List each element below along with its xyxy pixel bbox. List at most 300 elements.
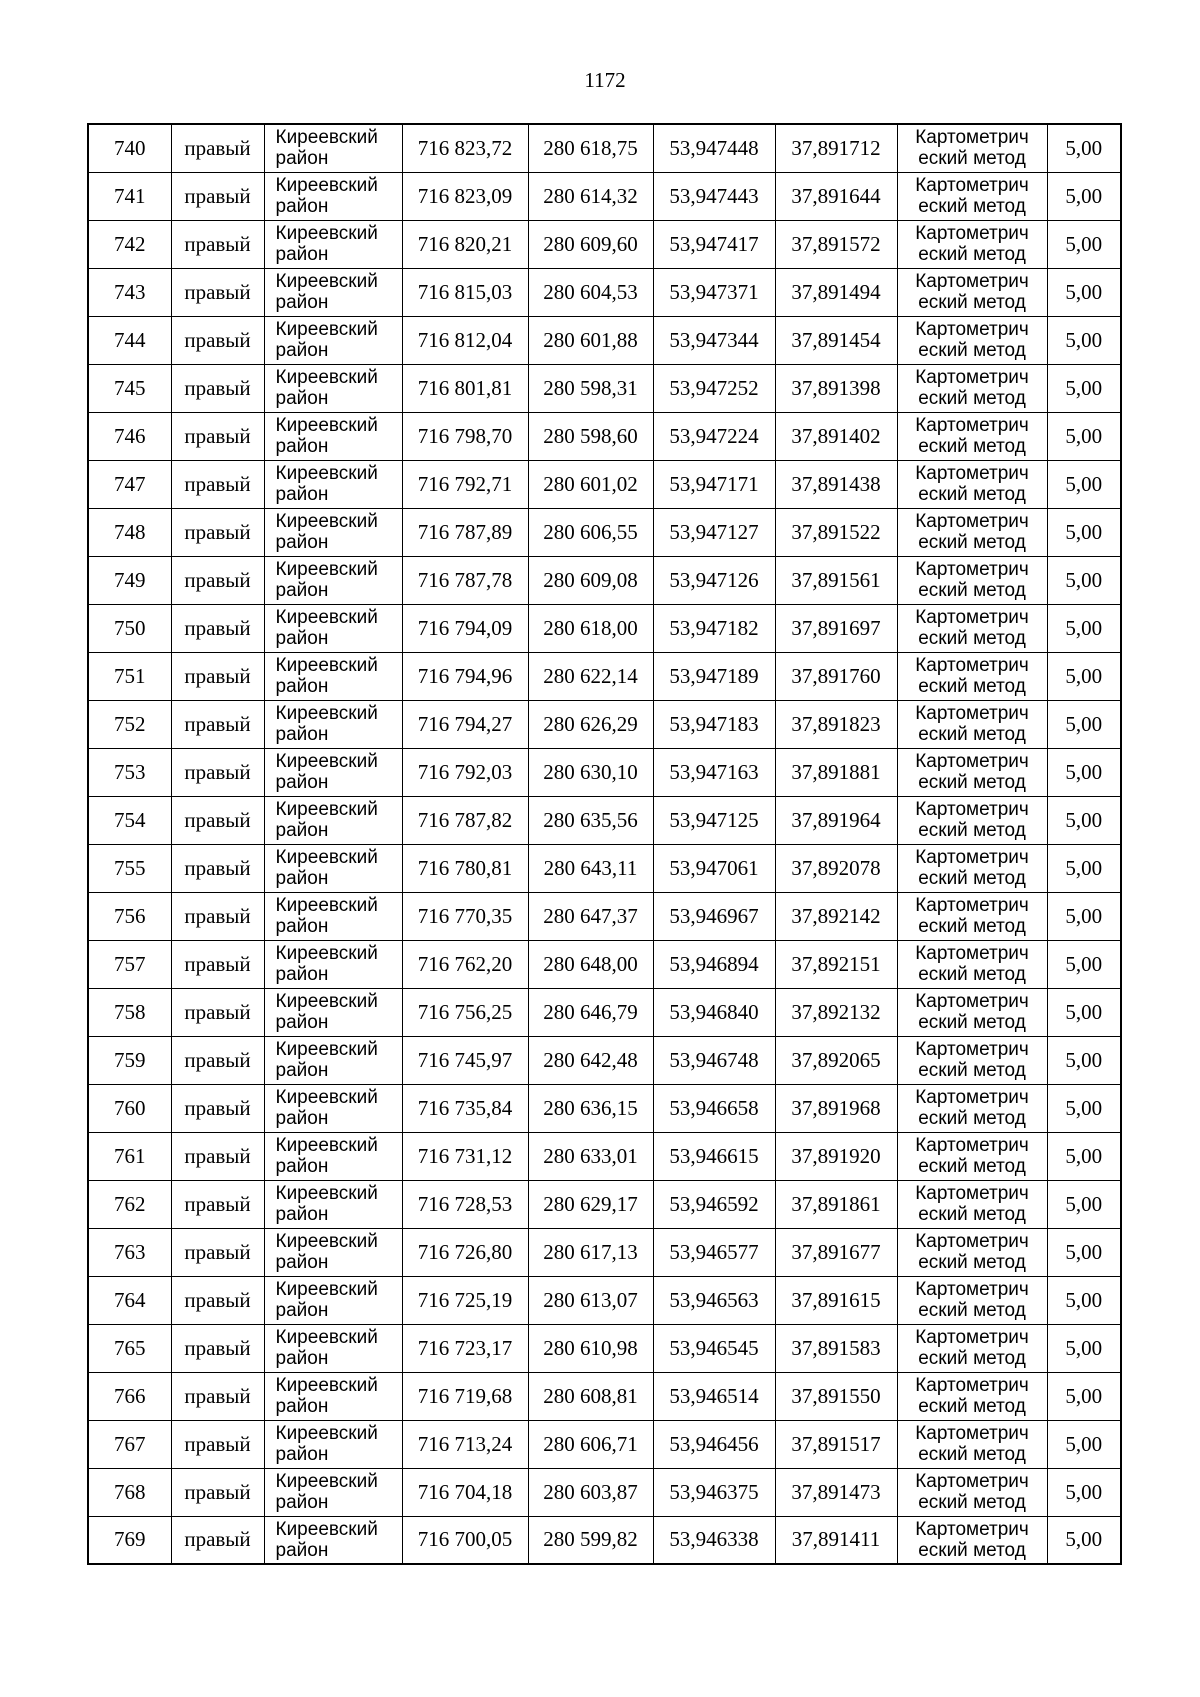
method-cell-line: Картометрич (915, 463, 1029, 484)
accuracy-cell: 5,00 (1047, 1180, 1121, 1228)
method-cell-line: Картометрич (915, 511, 1029, 532)
latitude-cell: 53,947171 (653, 460, 775, 508)
accuracy-cell: 5,00 (1047, 220, 1121, 268)
method-cell-line: Картометрич (915, 703, 1029, 724)
district-cell-line: Киреевский (275, 655, 378, 676)
method-cell (897, 652, 1047, 700)
latitude-cell: 53,947252 (653, 364, 775, 412)
bank-side-cell: правый (171, 124, 264, 172)
district-cell-line: Киреевский (275, 559, 378, 580)
method-cell-line: еский метод (918, 436, 1026, 457)
district-cell-line: Киреевский (275, 607, 378, 628)
district-cell-line: Киреевский (275, 991, 378, 1012)
longitude-cell: 37,891522 (775, 508, 897, 556)
latitude-cell: 53,946967 (653, 892, 775, 940)
coord-y-cell: 280 648,00 (528, 940, 653, 988)
method-cell (897, 604, 1047, 652)
coord-y-cell: 280 609,08 (528, 556, 653, 604)
longitude-cell: 37,891438 (775, 460, 897, 508)
method-cell-line: еский метод (918, 820, 1026, 841)
district-cell-line: Киреевский (275, 1039, 378, 1060)
district-cell-line: район (275, 628, 329, 649)
coord-y-cell: 280 599,82 (528, 1516, 653, 1564)
method-cell-line: еский метод (918, 916, 1026, 937)
latitude-cell: 53,946456 (653, 1420, 775, 1468)
accuracy-cell: 5,00 (1047, 508, 1121, 556)
accuracy-cell: 5,00 (1047, 700, 1121, 748)
coord-x-cell: 716 815,03 (402, 268, 528, 316)
bank-side-cell: правый (171, 700, 264, 748)
method-cell (897, 796, 1047, 844)
bank-side-cell: правый (171, 1324, 264, 1372)
latitude-cell: 53,947224 (653, 412, 775, 460)
longitude-cell: 37,891823 (775, 700, 897, 748)
coord-y-cell: 280 622,14 (528, 652, 653, 700)
latitude-cell: 53,947183 (653, 700, 775, 748)
district-cell-line: Киреевский (275, 1375, 378, 1396)
longitude-cell: 37,891561 (775, 556, 897, 604)
bank-side-cell: правый (171, 748, 264, 796)
table-row (88, 508, 1121, 556)
point-number-cell: 757 (88, 940, 171, 988)
point-number-cell: 768 (88, 1468, 171, 1516)
table-row (88, 1180, 1121, 1228)
method-cell-line: еский метод (918, 580, 1026, 601)
coord-x-cell: 716 812,04 (402, 316, 528, 364)
bank-side-cell: правый (171, 652, 264, 700)
accuracy-cell: 5,00 (1047, 172, 1121, 220)
table-row (88, 748, 1121, 796)
district-cell-line: Киреевский (275, 415, 378, 436)
bank-side-cell: правый (171, 1132, 264, 1180)
method-cell (897, 508, 1047, 556)
point-number-cell: 767 (88, 1420, 171, 1468)
district-cell (264, 1372, 402, 1420)
method-cell-line: еский метод (918, 1539, 1026, 1561)
method-cell (897, 364, 1047, 412)
method-cell-line: Картометрич (915, 799, 1029, 820)
latitude-cell: 53,946615 (653, 1132, 775, 1180)
method-cell (897, 1132, 1047, 1180)
table-row (88, 652, 1121, 700)
district-cell-line: Киреевский (275, 1423, 378, 1444)
coord-y-cell: 280 618,00 (528, 604, 653, 652)
longitude-cell: 37,892132 (775, 988, 897, 1036)
method-cell-line: Картометрич (915, 1183, 1029, 1204)
district-cell-line: Киреевский (275, 1231, 378, 1252)
coord-x-cell: 716 780,81 (402, 844, 528, 892)
table-row (88, 1372, 1121, 1420)
coord-x-cell: 716 735,84 (402, 1084, 528, 1132)
district-cell-line: Киреевский (275, 463, 378, 484)
point-number-cell: 756 (88, 892, 171, 940)
longitude-cell: 37,891615 (775, 1276, 897, 1324)
accuracy-cell: 5,00 (1047, 1420, 1121, 1468)
table-row (88, 844, 1121, 892)
accuracy-cell: 5,00 (1047, 1132, 1121, 1180)
district-cell-line: район (275, 916, 329, 937)
method-cell (897, 1324, 1047, 1372)
method-cell (897, 892, 1047, 940)
bank-side-cell: правый (171, 556, 264, 604)
bank-side-cell: правый (171, 1084, 264, 1132)
district-cell (264, 316, 402, 364)
district-cell-line: район (275, 532, 329, 553)
longitude-cell: 37,891550 (775, 1372, 897, 1420)
method-cell (897, 316, 1047, 364)
coord-y-cell: 280 610,98 (528, 1324, 653, 1372)
method-cell-line: еский метод (918, 532, 1026, 553)
point-number-cell: 754 (88, 796, 171, 844)
method-cell-line: Картометрич (915, 1375, 1029, 1396)
coord-y-cell: 280 613,07 (528, 1276, 653, 1324)
district-cell-line: район (275, 1539, 329, 1561)
coord-x-cell: 716 728,53 (402, 1180, 528, 1228)
district-cell (264, 1228, 402, 1276)
district-cell-line: район (275, 724, 329, 745)
district-cell-line: район (275, 1444, 329, 1465)
method-cell-line: Картометрич (915, 559, 1029, 580)
bank-side-cell: правый (171, 364, 264, 412)
bank-side-cell: правый (171, 268, 264, 316)
table-row (88, 220, 1121, 268)
longitude-cell: 37,891712 (775, 124, 897, 172)
district-cell-line: Киреевский (275, 175, 378, 196)
method-cell-line: Картометрич (915, 271, 1029, 292)
longitude-cell: 37,891398 (775, 364, 897, 412)
point-number-cell: 753 (88, 748, 171, 796)
method-cell (897, 940, 1047, 988)
bank-side-cell: правый (171, 316, 264, 364)
method-cell-line: Картометрич (915, 1327, 1029, 1348)
point-number-cell: 752 (88, 700, 171, 748)
method-cell (897, 1180, 1047, 1228)
coord-x-cell: 716 787,82 (402, 796, 528, 844)
method-cell (897, 172, 1047, 220)
page-number: 1172 (584, 68, 626, 92)
point-number-cell: 765 (88, 1324, 171, 1372)
method-cell-line: еский метод (918, 1348, 1026, 1369)
method-cell-line: Картометрич (915, 847, 1029, 868)
method-cell-line: Картометрич (915, 367, 1029, 388)
district-cell-line: район (275, 388, 329, 409)
coord-y-cell: 280 604,53 (528, 268, 653, 316)
latitude-cell: 53,946514 (653, 1372, 775, 1420)
bank-side-cell: правый (171, 1228, 264, 1276)
district-cell-line: район (275, 1060, 329, 1081)
bank-side-cell: правый (171, 1372, 264, 1420)
table-row (88, 796, 1121, 844)
coord-x-cell: 716 704,18 (402, 1468, 528, 1516)
method-cell-line: еский метод (918, 1108, 1026, 1129)
method-cell-line: еский метод (918, 1252, 1026, 1273)
district-cell-line: Киреевский (275, 367, 378, 388)
method-cell-line: еский метод (918, 1396, 1026, 1417)
method-cell-line: Картометрич (915, 1471, 1029, 1492)
point-number-cell: 761 (88, 1132, 171, 1180)
district-cell-line: Киреевский (275, 1087, 378, 1108)
longitude-cell: 37,891473 (775, 1468, 897, 1516)
district-cell-line: Киреевский (275, 1518, 378, 1540)
method-cell (897, 988, 1047, 1036)
method-cell-line: Картометрич (915, 1039, 1029, 1060)
method-cell (897, 1420, 1047, 1468)
bank-side-cell: правый (171, 1516, 264, 1564)
accuracy-cell: 5,00 (1047, 1036, 1121, 1084)
point-number-cell: 764 (88, 1276, 171, 1324)
method-cell-line: еский метод (918, 676, 1026, 697)
method-cell-line: Картометрич (915, 1087, 1029, 1108)
point-number-cell: 762 (88, 1180, 171, 1228)
district-cell (264, 220, 402, 268)
accuracy-cell: 5,00 (1047, 988, 1121, 1036)
point-number-cell: 759 (88, 1036, 171, 1084)
district-cell (264, 748, 402, 796)
district-cell (264, 124, 402, 172)
table-row (88, 412, 1121, 460)
table-row (88, 1132, 1121, 1180)
district-cell-line: Киреевский (275, 799, 378, 820)
method-cell (897, 700, 1047, 748)
district-cell (264, 1084, 402, 1132)
method-cell-line: Картометрич (915, 1423, 1029, 1444)
method-cell-line: Картометрич (915, 319, 1029, 340)
bank-side-cell: правый (171, 460, 264, 508)
coord-x-cell: 716 787,89 (402, 508, 528, 556)
coord-y-cell: 280 614,32 (528, 172, 653, 220)
coord-x-cell: 716 823,09 (402, 172, 528, 220)
district-cell (264, 1276, 402, 1324)
method-cell-line: Картометрич (915, 1135, 1029, 1156)
table-row (88, 172, 1121, 220)
coord-x-cell: 716 731,12 (402, 1132, 528, 1180)
bank-side-cell: правый (171, 1276, 264, 1324)
point-number-cell: 741 (88, 172, 171, 220)
district-cell (264, 652, 402, 700)
method-cell-line: Картометрич (915, 415, 1029, 436)
coord-y-cell: 280 635,56 (528, 796, 653, 844)
bank-side-cell: правый (171, 844, 264, 892)
coord-x-cell: 716 801,81 (402, 364, 528, 412)
point-number-cell: 749 (88, 556, 171, 604)
method-cell (897, 124, 1047, 172)
method-cell-line: еский метод (918, 1492, 1026, 1513)
coord-x-cell: 716 762,20 (402, 940, 528, 988)
coord-x-cell: 716 787,78 (402, 556, 528, 604)
latitude-cell: 53,946338 (653, 1516, 775, 1564)
district-cell (264, 556, 402, 604)
table-row (88, 988, 1121, 1036)
latitude-cell: 53,947417 (653, 220, 775, 268)
bank-side-cell: правый (171, 892, 264, 940)
district-cell-line: район (275, 1396, 329, 1417)
district-cell-line: Киреевский (275, 511, 378, 532)
method-cell-line: Картометрич (915, 1231, 1029, 1252)
district-cell-line: район (275, 772, 329, 793)
district-cell-line: Киреевский (275, 1183, 378, 1204)
point-number-cell: 744 (88, 316, 171, 364)
accuracy-cell: 5,00 (1047, 1372, 1121, 1420)
point-number-cell: 748 (88, 508, 171, 556)
longitude-cell: 37,891920 (775, 1132, 897, 1180)
district-cell (264, 172, 402, 220)
method-cell (897, 556, 1047, 604)
coord-x-cell: 716 794,09 (402, 604, 528, 652)
coord-x-cell: 716 725,19 (402, 1276, 528, 1324)
longitude-cell: 37,891644 (775, 172, 897, 220)
coord-y-cell: 280 601,88 (528, 316, 653, 364)
accuracy-cell: 5,00 (1047, 1324, 1121, 1372)
accuracy-cell: 5,00 (1047, 1516, 1121, 1564)
method-cell (897, 268, 1047, 316)
method-cell-line: Картометрич (915, 175, 1029, 196)
table-row (88, 316, 1121, 364)
method-cell-line: еский метод (918, 1204, 1026, 1225)
coord-x-cell: 716 756,25 (402, 988, 528, 1036)
latitude-cell: 53,946592 (653, 1180, 775, 1228)
bank-side-cell: правый (171, 604, 264, 652)
district-cell (264, 700, 402, 748)
point-number-cell: 746 (88, 412, 171, 460)
coord-y-cell: 280 643,11 (528, 844, 653, 892)
longitude-cell: 37,891517 (775, 1420, 897, 1468)
latitude-cell: 53,946748 (653, 1036, 775, 1084)
district-cell-line: район (275, 1252, 329, 1273)
district-cell-line: район (275, 484, 329, 505)
coord-y-cell: 280 642,48 (528, 1036, 653, 1084)
coord-x-cell: 716 770,35 (402, 892, 528, 940)
coord-y-cell: 280 598,60 (528, 412, 653, 460)
table-row (88, 940, 1121, 988)
district-cell-line: район (275, 148, 329, 170)
longitude-cell: 37,891411 (775, 1516, 897, 1564)
coord-y-cell: 280 606,71 (528, 1420, 653, 1468)
method-cell-line: Картометрич (915, 751, 1029, 772)
method-cell-line: Картометрич (915, 1279, 1029, 1300)
table-row (88, 892, 1121, 940)
method-cell-line: еский метод (918, 1444, 1026, 1465)
point-number-cell: 743 (88, 268, 171, 316)
district-cell (264, 796, 402, 844)
latitude-cell: 53,947371 (653, 268, 775, 316)
table-row (88, 124, 1121, 172)
point-number-cell: 750 (88, 604, 171, 652)
district-cell (264, 460, 402, 508)
method-cell-line: еский метод (918, 868, 1026, 889)
bank-side-cell: правый (171, 412, 264, 460)
point-number-cell: 763 (88, 1228, 171, 1276)
method-cell-line: еский метод (918, 1156, 1026, 1177)
coord-y-cell: 280 617,13 (528, 1228, 653, 1276)
bank-side-cell: правый (171, 1420, 264, 1468)
coord-y-cell: 280 629,17 (528, 1180, 653, 1228)
table-row (88, 268, 1121, 316)
method-cell (897, 1228, 1047, 1276)
table-row (88, 1276, 1121, 1324)
longitude-cell: 37,892078 (775, 844, 897, 892)
method-cell (897, 1084, 1047, 1132)
coord-y-cell: 280 606,55 (528, 508, 653, 556)
district-cell (264, 1468, 402, 1516)
method-cell-line: Картометрич (915, 607, 1029, 628)
coord-y-cell: 280 618,75 (528, 124, 653, 172)
method-cell-line: Картометрич (915, 655, 1029, 676)
method-cell-line: еский метод (918, 292, 1026, 313)
coord-x-cell: 716 726,80 (402, 1228, 528, 1276)
coord-y-cell: 280 633,01 (528, 1132, 653, 1180)
table-row (88, 1324, 1121, 1372)
district-cell (264, 1324, 402, 1372)
district-cell-line: район (275, 1300, 329, 1321)
latitude-cell: 53,947443 (653, 172, 775, 220)
coord-x-cell: 716 700,05 (402, 1516, 528, 1564)
coord-x-cell: 716 792,03 (402, 748, 528, 796)
coord-x-cell: 716 719,68 (402, 1372, 528, 1420)
latitude-cell: 53,946375 (653, 1468, 775, 1516)
latitude-cell: 53,947126 (653, 556, 775, 604)
method-cell (897, 1372, 1047, 1420)
longitude-cell: 37,891968 (775, 1084, 897, 1132)
coord-y-cell: 280 636,15 (528, 1084, 653, 1132)
method-cell-line: еский метод (918, 724, 1026, 745)
district-cell-line: Киреевский (275, 1279, 378, 1300)
method-cell-line: еский метод (918, 340, 1026, 361)
district-cell-line: район (275, 1012, 329, 1033)
accuracy-cell: 5,00 (1047, 1276, 1121, 1324)
point-number-cell: 758 (88, 988, 171, 1036)
bank-side-cell: правый (171, 1468, 264, 1516)
longitude-cell: 37,891454 (775, 316, 897, 364)
district-cell (264, 1036, 402, 1084)
point-number-cell: 751 (88, 652, 171, 700)
longitude-cell: 37,891494 (775, 268, 897, 316)
accuracy-cell: 5,00 (1047, 364, 1121, 412)
accuracy-cell: 5,00 (1047, 268, 1121, 316)
method-cell-line: еский метод (918, 148, 1026, 170)
point-number-cell: 745 (88, 364, 171, 412)
latitude-cell: 53,947182 (653, 604, 775, 652)
coord-y-cell: 280 608,81 (528, 1372, 653, 1420)
latitude-cell: 53,946658 (653, 1084, 775, 1132)
latitude-cell: 53,946545 (653, 1324, 775, 1372)
district-cell-line: район (275, 1108, 329, 1129)
district-cell-line: Киреевский (275, 943, 378, 964)
bank-side-cell: правый (171, 1180, 264, 1228)
district-cell-line: Киреевский (275, 847, 378, 868)
bank-side-cell: правый (171, 796, 264, 844)
longitude-cell: 37,891697 (775, 604, 897, 652)
method-cell (897, 748, 1047, 796)
district-cell (264, 1516, 402, 1564)
coord-y-cell: 280 609,60 (528, 220, 653, 268)
district-cell (264, 1132, 402, 1180)
district-cell-line: район (275, 1492, 329, 1513)
method-cell (897, 460, 1047, 508)
district-cell-line: Киреевский (275, 895, 378, 916)
accuracy-cell: 5,00 (1047, 940, 1121, 988)
latitude-cell: 53,947125 (653, 796, 775, 844)
coord-x-cell: 716 713,24 (402, 1420, 528, 1468)
method-cell-line: еский метод (918, 1012, 1026, 1033)
coord-x-cell: 716 723,17 (402, 1324, 528, 1372)
table-row (88, 556, 1121, 604)
district-cell-line: Киреевский (275, 703, 378, 724)
district-cell-line: район (275, 868, 329, 889)
accuracy-cell: 5,00 (1047, 412, 1121, 460)
table-row (88, 700, 1121, 748)
method-cell-line: еский метод (918, 196, 1026, 217)
bank-side-cell: правый (171, 172, 264, 220)
